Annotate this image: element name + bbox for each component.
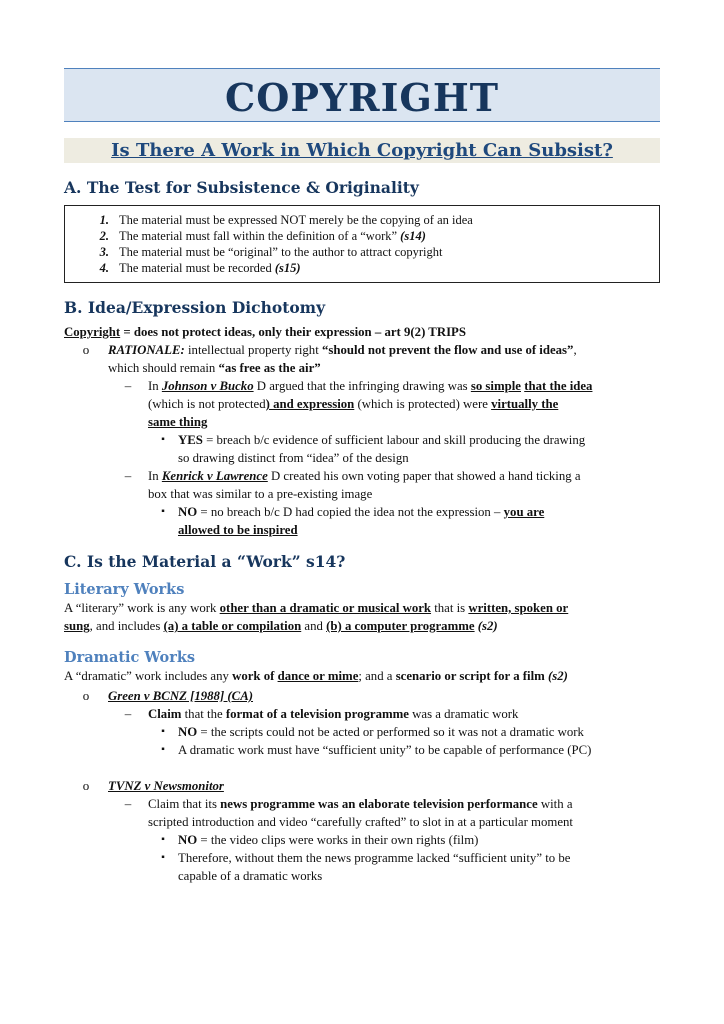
emphasis: (a) a table or compilation [163, 619, 302, 633]
title-banner [64, 68, 660, 122]
item-text: The material must be “original” to the author to attract copyright [119, 245, 443, 259]
case-name: Kenrick v Lawrence [161, 469, 268, 483]
case-text: = no breach b/c D had copied the idea not the expression – [197, 505, 504, 519]
item-ref: (s14) [400, 229, 426, 243]
dramatic-definition [64, 667, 660, 685]
statute-ref: (s2) [474, 619, 498, 633]
case-name: Green v BCNZ [1988] (CA) [108, 689, 254, 703]
johnson-item [108, 377, 660, 467]
body-text: A “dramatic” work includes any [64, 669, 233, 683]
square-bullet-icon: ▪ [161, 744, 165, 755]
section-b-heading: B. Idea/Expression Dichotomy [64, 298, 326, 317]
rationale-text: which should remain [108, 361, 219, 375]
item-ref: (s15) [274, 261, 301, 275]
circle-bullet-icon: o [82, 342, 90, 357]
square-bullet-icon: ▪ [161, 434, 165, 445]
square-bullet-icon: ▪ [161, 506, 165, 517]
case-text: In [148, 379, 162, 393]
page-subtitle: Is There A Work in Which Copyright Can Subsist? [111, 140, 613, 161]
test-item [77, 212, 649, 228]
case-text: D created his own voting paper that showed a hand ticking a [267, 469, 581, 483]
test-item [77, 260, 649, 276]
section-a [64, 179, 660, 283]
literary-definition [64, 599, 660, 617]
rationale-quote: “should not prevent the flow and use of ideas” [321, 343, 574, 357]
item-text: The material must be expressed NOT merely be the copying of an idea [119, 213, 473, 227]
emphasis: work of [232, 669, 278, 683]
case-name: Johnson v Bucko [161, 379, 254, 393]
case-text: (which is not protected [148, 397, 266, 411]
dramatic-heading: Dramatic Works [64, 649, 196, 666]
emphasis: allowed to be inspired [178, 523, 298, 537]
square-bullet-icon: ▪ [161, 852, 165, 863]
item-number: 4. [99, 261, 109, 275]
body-text: was a dramatic work [408, 707, 519, 721]
emphasis: virtually the [491, 397, 559, 411]
case-text: = breach b/c evidence of sufficient labour and skill producing the drawing [202, 433, 586, 447]
body-text: Therefore, without them the news programme lacked “sufficient unity” to be [178, 851, 571, 865]
case-text: box that was similar to a pre-existing image [148, 487, 373, 501]
square-bullet-icon: ▪ [161, 834, 165, 845]
emphasis: you are [503, 505, 545, 519]
case-text: (which is protected) were [354, 397, 492, 411]
green-item [64, 687, 660, 759]
emphasis: news programme was an elaborate television performance [220, 797, 538, 811]
tvnz-item [64, 777, 660, 885]
test-box [64, 205, 660, 283]
body-text: scripted introduction and video “carefully crafted” to slot in at a particular moment [148, 815, 573, 829]
emphasis: Claim [148, 707, 182, 721]
emphasis: written, spoken or [468, 601, 569, 615]
body-text: A “literary” work is any work [64, 601, 220, 615]
copyright-term: Copyright [64, 325, 121, 339]
no-label: NO [178, 725, 198, 739]
no-item [148, 503, 660, 539]
body-text: = the video clips were works in their own rights (film) [197, 833, 479, 847]
yes-label: YES [178, 433, 203, 447]
circle-bullet-icon: o [82, 688, 90, 703]
section-c-heading: C. Is the Material a “Work” s14? [64, 552, 346, 571]
case-name: TVNZ v Newsmonitor [108, 779, 224, 793]
case-text: so drawing distinct from “idea” of the design [178, 451, 409, 465]
body-text: A dramatic work must have “sufficient unity” to be capable of performance (PC) [178, 743, 592, 757]
section-c [64, 553, 660, 885]
body-text: capable of a dramatic works [178, 869, 323, 883]
copyright-definition [64, 323, 660, 341]
kenrick-item [108, 467, 660, 539]
emphasis: (b) a computer programme [326, 619, 475, 633]
section-a-heading: A. The Test for Subsistence & Originality [64, 178, 419, 197]
body-text: = the scripts could not be acted or performed so it was not a dramatic work [197, 725, 584, 739]
emphasis: same thing [148, 415, 208, 429]
statute-ref: (s2) [544, 669, 568, 683]
emphasis: other than a dramatic or musical work [219, 601, 432, 615]
item-text: The material must be recorded [119, 261, 275, 275]
emphasis: format of a television programme [225, 707, 409, 721]
rationale-quote: “as free as the air” [218, 361, 321, 375]
section-b [64, 299, 660, 539]
case-text: D argued that the infringing drawing was [253, 379, 471, 393]
emphasis: dance or mime [277, 669, 359, 683]
item-number: 1. [99, 213, 109, 227]
body-text: with a [537, 797, 573, 811]
circle-bullet-icon: o [82, 778, 90, 793]
body-text: that is [431, 601, 469, 615]
yes-item [148, 431, 660, 467]
test-item [77, 244, 649, 260]
dash-bullet-icon: – [124, 796, 132, 811]
dash-bullet-icon: – [124, 378, 132, 393]
dash-bullet-icon: – [124, 468, 132, 483]
no-label: NO [178, 505, 198, 519]
rationale-item [64, 341, 660, 539]
emphasis: so simple [470, 379, 521, 393]
no-label: NO [178, 833, 198, 847]
square-bullet-icon: ▪ [161, 726, 165, 737]
body-text: , and includes [89, 619, 164, 633]
page-title: COPYRIGHT [224, 75, 500, 120]
dash-bullet-icon: – [124, 706, 132, 721]
body-text: that the [181, 707, 226, 721]
rationale-label: RATIONALE: [108, 343, 185, 357]
rationale-text: , [573, 343, 577, 357]
body-text: Claim that its [148, 797, 221, 811]
copyright-rest: = does not protect ideas, only their expression – art 9(2) TRIPS [120, 325, 466, 339]
item-text: The material must fall within the definition of a “work” [119, 229, 401, 243]
body-text: and [301, 619, 327, 633]
document-page [64, 68, 660, 885]
item-number: 2. [99, 229, 109, 243]
body-text: ; and a [358, 669, 396, 683]
emphasis: scenario or script for a film [395, 669, 545, 683]
case-text: In [148, 469, 162, 483]
emphasis: sung [64, 619, 90, 633]
subtitle-banner [64, 138, 660, 163]
test-item [77, 228, 649, 244]
emphasis: that the idea [524, 379, 593, 393]
rationale-text: intellectual property right [184, 343, 322, 357]
emphasis: ) and expression [265, 397, 355, 411]
item-number: 3. [99, 245, 109, 259]
literary-heading: Literary Works [64, 581, 185, 598]
